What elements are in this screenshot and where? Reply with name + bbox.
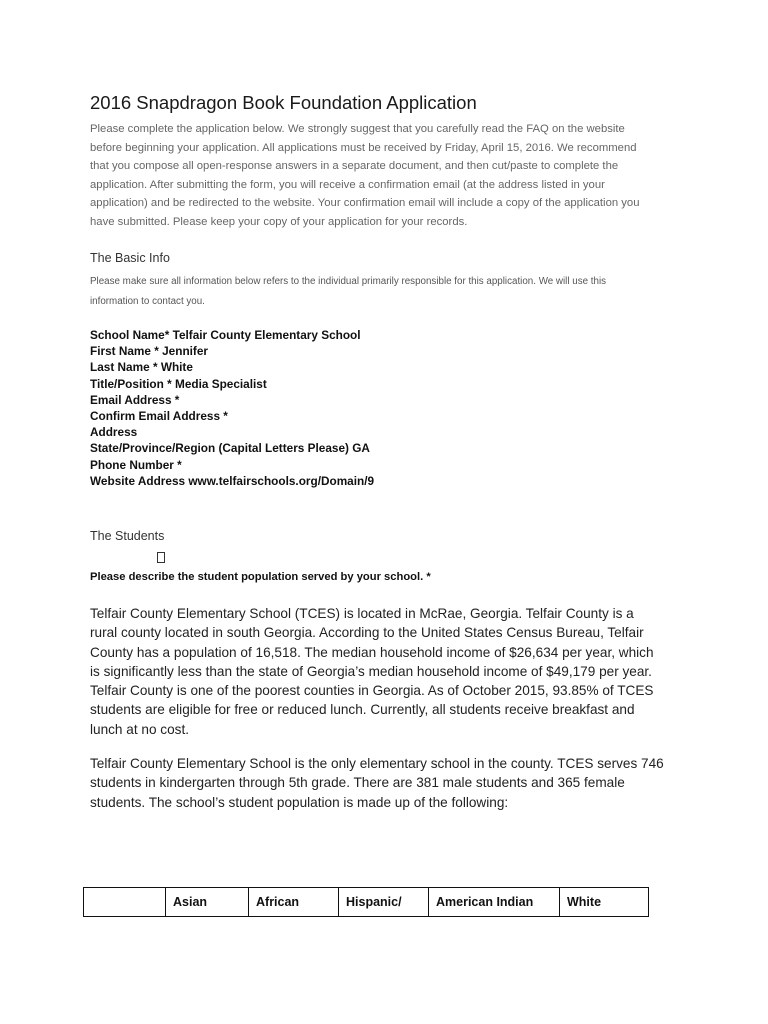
intro-paragraph: [90, 120, 680, 232]
paragraph-line: Telfair County Elementary School is the only elementary school in the county. TCES serves 746: [90, 756, 664, 771]
field-value: Telfair County Elementary School: [172, 328, 361, 342]
field-label: Confirm Email Address *: [90, 409, 228, 424]
table-header-cell: [84, 888, 166, 917]
answer-paragraph-2: [90, 754, 690, 812]
field-first-name: [90, 343, 374, 359]
field-last-name: [90, 359, 374, 375]
intro-line: have submitted. Please keep your copy of your application for your records.: [90, 215, 468, 228]
field-value: Media Specialist: [175, 376, 267, 391]
section-heading-students: The Students: [90, 529, 165, 543]
field-label: Phone Number *: [90, 457, 182, 472]
paragraph-line: students. The school’s student population is made up of the following:: [90, 794, 509, 810]
table-header-cell: White: [560, 888, 649, 917]
note-line: information to contact you.: [90, 295, 205, 307]
field-label: Title/Position *: [90, 376, 175, 391]
paragraph-line: rural county located in south Georgia. According to the United States Census Bureau, Telfair: [90, 625, 644, 641]
page-title: 2016 Snapdragon Book Foundation Application: [90, 92, 477, 113]
field-school-name: [90, 327, 374, 343]
field-value: White: [160, 360, 193, 375]
basic-info-note: [90, 272, 690, 311]
field-address: [90, 424, 374, 440]
table-header-cell: Asian: [166, 888, 249, 917]
table-header-cell: Hispanic/: [339, 888, 429, 917]
field-email-address: [90, 392, 374, 408]
paragraph-line: Telfair County Elementary School (TCES) is located in McRae, Georgia. Telfair County is a: [90, 606, 634, 621]
field-label: Address: [90, 425, 138, 440]
paragraph-line: Telfair County is one of the poorest counties in Georgia. As of October 2015, 93.85% of TCES: [90, 683, 654, 699]
paragraph-line: students in kindergarten through 5th grade. There are 381 male students and 365 female: [90, 775, 625, 791]
answer-paragraph-1: [90, 604, 690, 739]
table-header-row: [84, 888, 649, 917]
field-website-address: [90, 473, 374, 489]
paragraph-line: lunch at no cost.: [90, 721, 189, 737]
field-confirm-email: [90, 408, 374, 424]
checkbox-icon: [157, 552, 165, 563]
intro-line: application. After submitting the form, you will receive a confirmation email (at the address listed in your: [90, 178, 605, 191]
intro-line: application) and be redirected to the website. Your confirmation email will include a copy of the application you: [90, 197, 640, 210]
student-population-question: Please describe the student population served by your school. *: [90, 571, 431, 583]
demographics-table: [83, 887, 649, 917]
field-label: School Name*: [90, 328, 173, 342]
field-label: Last Name *: [90, 360, 161, 375]
field-value: Jennifer: [162, 344, 209, 359]
field-value: GA: [352, 441, 370, 456]
paragraph-line: is significantly less than the state of Georgia’s median household income of $49,179 per year.: [90, 663, 652, 679]
note-line: Please make sure all information below refers to the individual primarily responsible for this application. We will use this: [90, 276, 607, 287]
paragraph-line: students are eligible for free or reduced lunch. Currently, all students receive breakfast and: [90, 702, 635, 718]
paragraph-line: County has a population of 16,518. The median household income of $26,634 per year, which: [90, 644, 654, 660]
intro-line: that you compose all open-response answers in a separate document, and then cut/paste to complete the: [90, 160, 619, 173]
basic-info-fields: [90, 327, 374, 489]
field-value: www.telfairschools.org/Domain/9: [188, 473, 375, 488]
intro-line: before beginning your application. All applications must be received by Friday, April 15, 2016. We recommend: [90, 141, 637, 154]
intro-line: Please complete the application below. We strongly suggest that you carefully read the FAQ on the website: [90, 123, 625, 135]
field-phone-number: [90, 457, 374, 473]
field-state: [90, 440, 374, 456]
table-header-cell: American Indian: [429, 888, 560, 917]
field-title-position: [90, 376, 374, 392]
field-label: State/Province/Region (Capital Letters Please): [90, 441, 353, 456]
table-header-cell: African: [249, 888, 339, 917]
field-label: Website Address: [90, 473, 189, 488]
field-label: Email Address *: [90, 392, 180, 407]
section-heading-basic-info: The Basic Info: [90, 251, 170, 265]
field-label: First Name *: [90, 344, 163, 359]
